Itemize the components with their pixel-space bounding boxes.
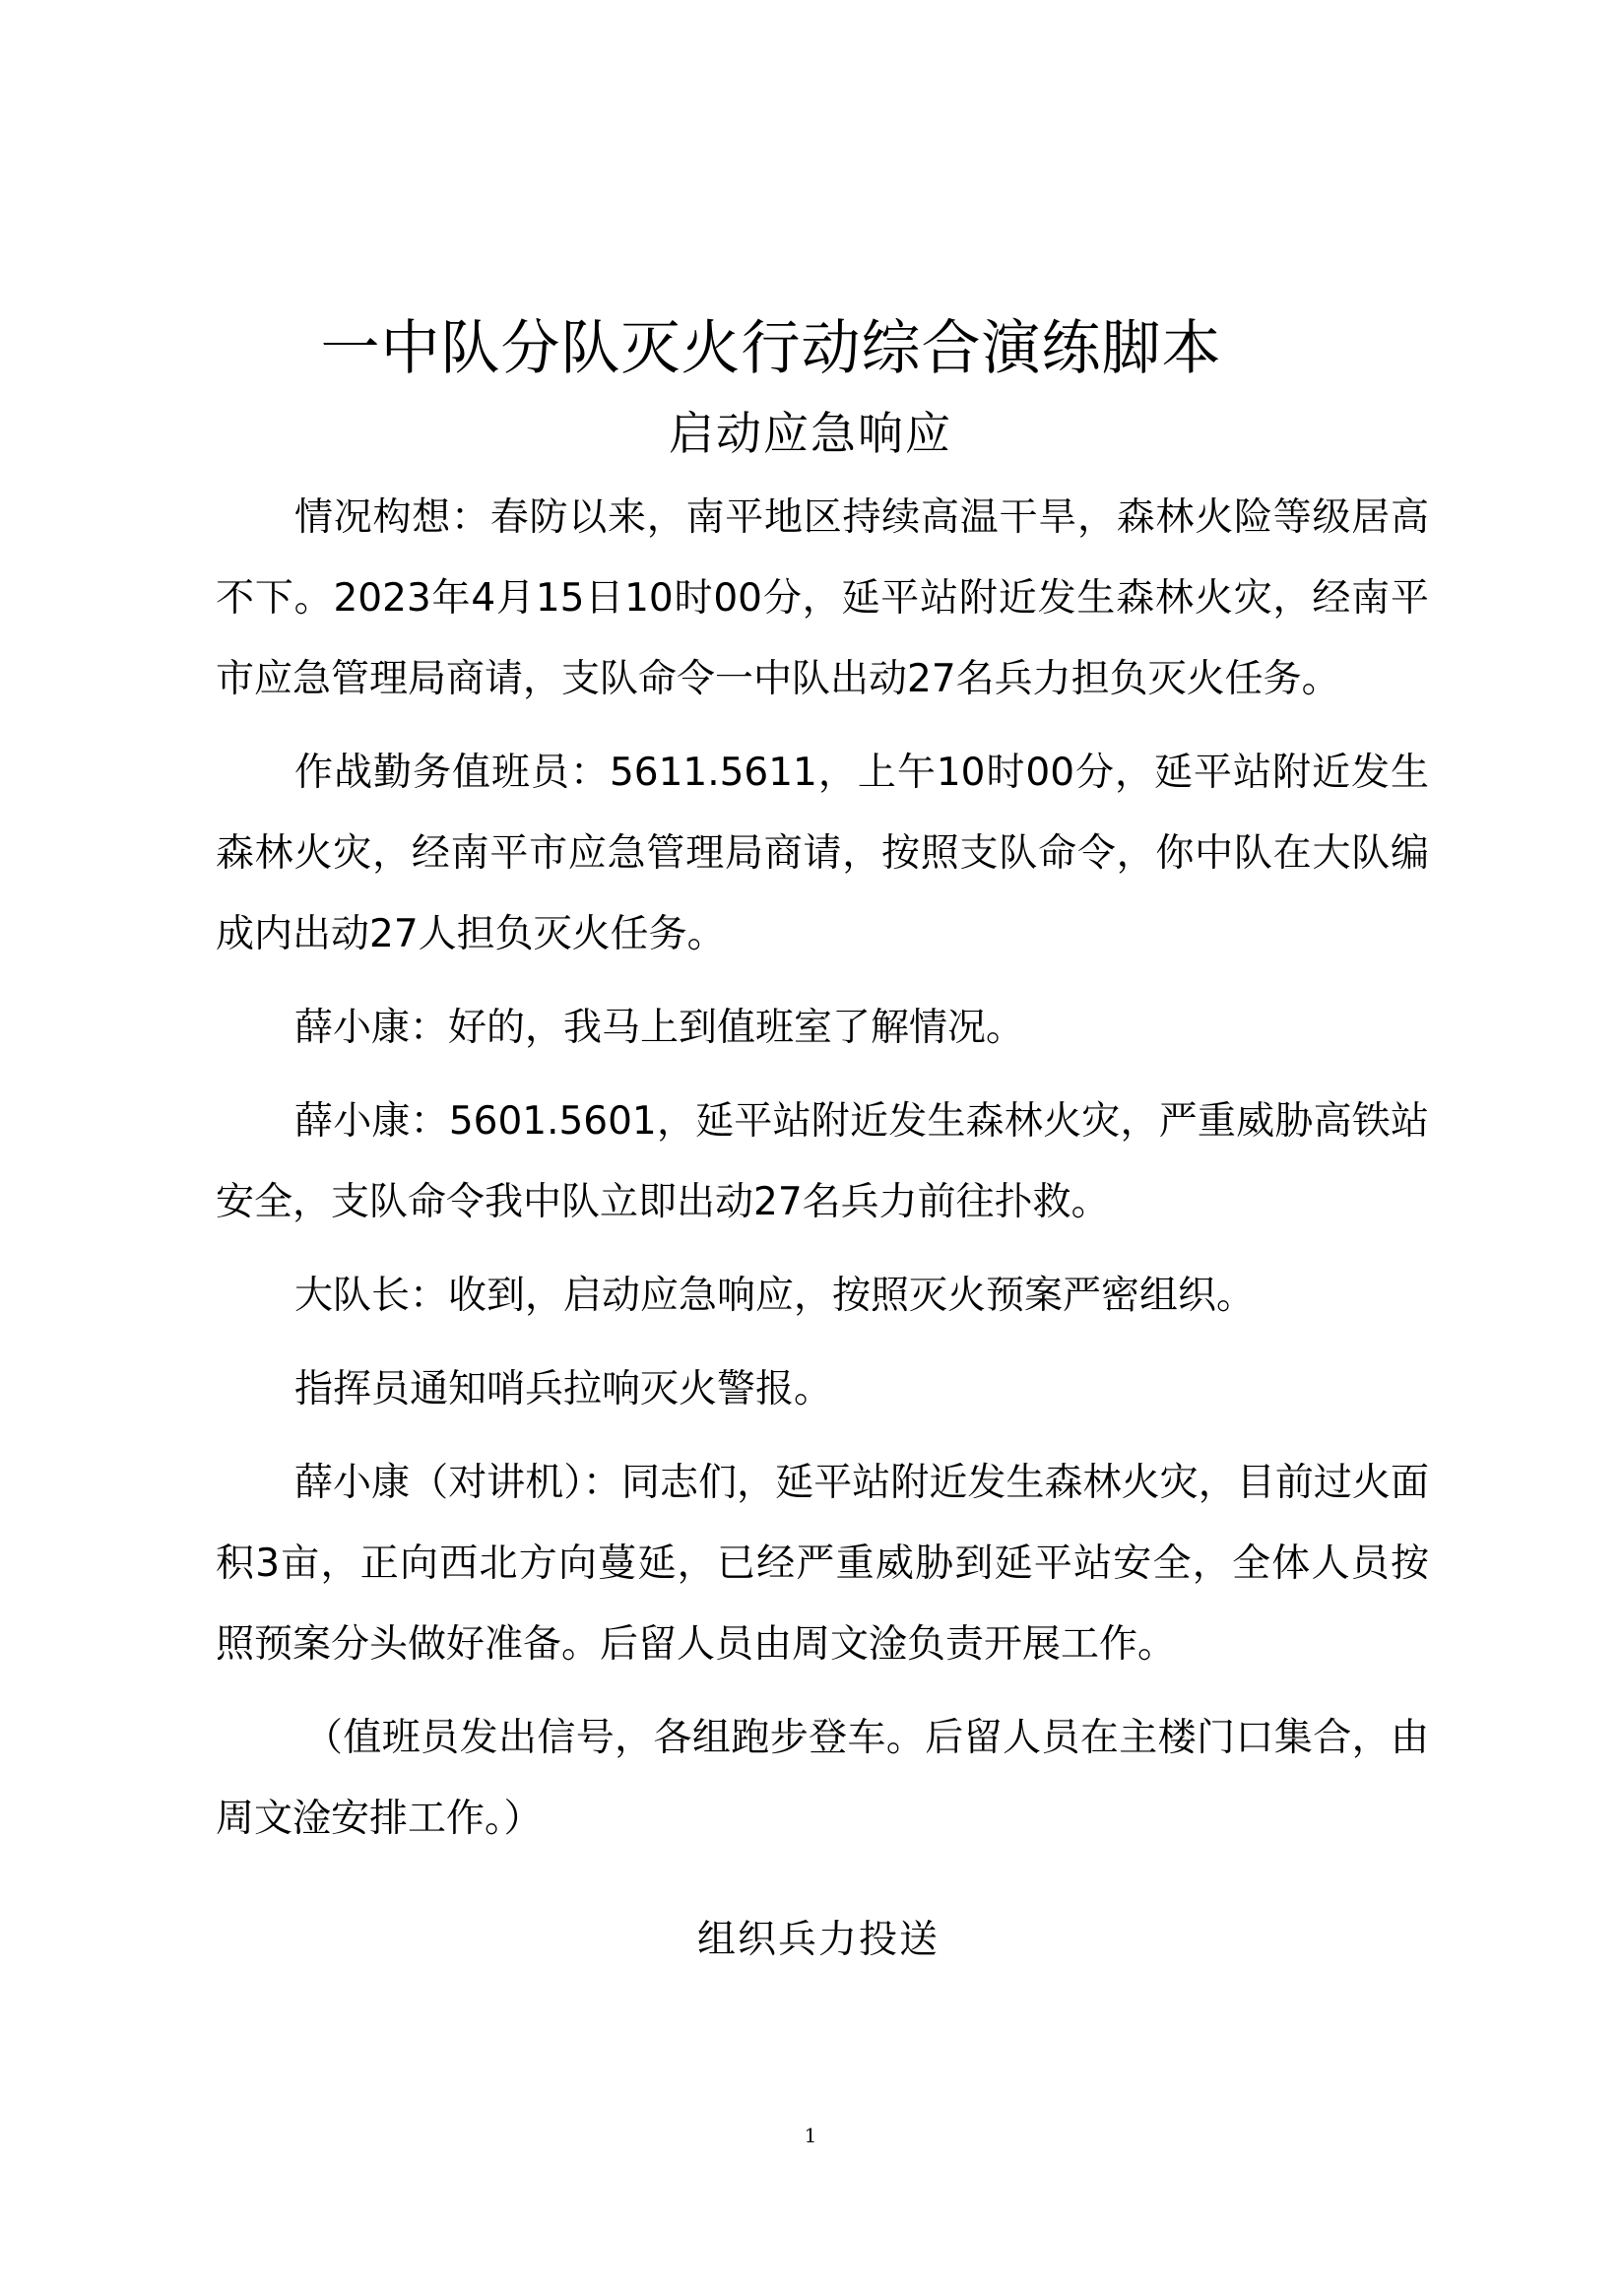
document-body bbox=[216, 478, 1429, 1860]
page-title: 一中队分队灭火行动综合演练脚本 bbox=[320, 314, 1222, 383]
paragraph-scenario: 情况构想：春防以来，南平地区持续高温干旱，森林火险等级居高不下。2023年4月15日10时00分，延平站附近发生森林火灾，经南平市应急管理局商请，支队命令一中队出动27名兵力担负灭火任务。 bbox=[216, 495, 1429, 701]
paragraph-duty-officer: 作战勤务值班员：5611.5611，上午10时00分，延平站附近发生森林火灾，经南平市应急管理局商请，按照支队命令，你中队在大队编成内出动27人担负灭火任务。 bbox=[216, 751, 1429, 956]
page-number: 1 bbox=[804, 2124, 817, 2147]
paragraph-alarm: 指挥员通知哨兵拉响灭火警报。 bbox=[294, 1367, 833, 1411]
paragraph-stage-direction: （值班员发出信号，各组跑步登车。后留人员在主楼门口集合，由周文淦安排工作。） bbox=[216, 1716, 1429, 1841]
section-heading-emergency-response: 启动应急响应 bbox=[669, 407, 952, 460]
section-heading-troop-deployment: 组织兵力投送 bbox=[696, 1918, 940, 1962]
paragraph-intercom: 薛小康（对讲机）：同志们，延平站附近发生森林火灾，目前过火面积3亩，正向西北方向蔓延，已经严重威胁到延平站安全，全体人员按照预案分头做好准备。后留人员由周文淦负责开展工作。 bbox=[216, 1461, 1429, 1667]
paragraph-xue-reply: 薛小康：好的，我马上到值班室了解情况。 bbox=[294, 1006, 1025, 1050]
paragraph-xue-report: 薛小康：5601.5601，延平站附近发生森林火灾，严重威胁高铁站安全，支队命令我中队立即出动27名兵力前往扑救。 bbox=[216, 1099, 1429, 1224]
paragraph-commander: 大队长：收到，启动应急响应，按照灭火预案严密组织。 bbox=[294, 1274, 1256, 1318]
